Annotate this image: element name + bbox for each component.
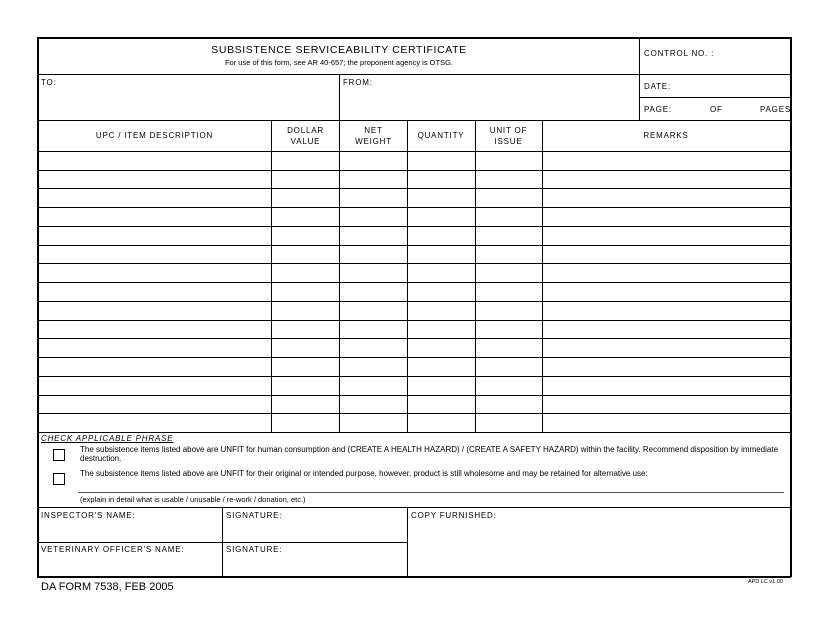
of-label: OF: [710, 105, 723, 114]
explain-field[interactable]: [78, 478, 784, 492]
cell-dollar-value[interactable]: [272, 321, 339, 339]
pages-label: PAGES: [760, 105, 791, 114]
cell-quantity[interactable]: [408, 189, 475, 207]
explain-underline: [78, 492, 784, 493]
col-header-unit-2: ISSUE: [494, 137, 523, 146]
page-label: PAGE:: [644, 105, 672, 114]
to-field[interactable]: [38, 88, 339, 120]
cell-upc[interactable]: [38, 152, 271, 170]
cell-net-weight[interactable]: [340, 246, 407, 264]
cell-upc[interactable]: [38, 246, 271, 264]
cell-net-weight[interactable]: [340, 358, 407, 376]
copy-furnished-label: COPY FURNISHED:: [411, 511, 497, 520]
cell-unit-of-issue[interactable]: [476, 283, 542, 301]
cell-net-weight[interactable]: [340, 264, 407, 282]
form-subtitle: For use of this form, see AR 40-657; the proponent agency is OTSG.: [224, 58, 454, 67]
cell-quantity[interactable]: [408, 208, 475, 226]
cell-net-weight[interactable]: [340, 152, 407, 170]
col-header-upc: UPC / ITEM DESCRIPTION: [95, 131, 214, 140]
col-header-net-2: WEIGHT: [355, 137, 392, 146]
date-field[interactable]: [670, 76, 789, 96]
cell-net-weight[interactable]: [340, 396, 407, 414]
col-header-quantity: QUANTITY: [417, 131, 465, 140]
signature2-label: SIGNATURE:: [226, 545, 283, 554]
cell-net-weight[interactable]: [340, 227, 407, 245]
cell-remarks[interactable]: [543, 208, 790, 226]
cell-remarks[interactable]: [543, 283, 790, 301]
cell-net-weight[interactable]: [340, 283, 407, 301]
cell-quantity[interactable]: [408, 283, 475, 301]
cell-unit-of-issue[interactable]: [476, 302, 542, 320]
cell-remarks[interactable]: [543, 339, 790, 357]
cell-unit-of-issue[interactable]: [476, 264, 542, 282]
control-no-field[interactable]: [640, 60, 789, 73]
cell-unit-of-issue[interactable]: [476, 414, 542, 432]
cell-dollar-value[interactable]: [272, 246, 339, 264]
frame-right: [790, 37, 792, 577]
cell-quantity[interactable]: [408, 339, 475, 357]
cell-upc[interactable]: [38, 339, 271, 357]
cell-remarks[interactable]: [543, 246, 790, 264]
col-header-net-1: NET: [364, 126, 383, 135]
cell-unit-of-issue[interactable]: [476, 358, 542, 376]
signature2-field[interactable]: [223, 555, 407, 575]
option1-checkbox[interactable]: [53, 449, 65, 461]
cell-dollar-value[interactable]: [272, 358, 339, 376]
frame-top: [37, 37, 791, 39]
vet-officer-label: VETERINARY OFFICER'S NAME:: [41, 545, 185, 554]
from-field[interactable]: [340, 88, 639, 120]
cell-quantity[interactable]: [408, 396, 475, 414]
option1-text: The subsistence items listed above are UNFIT for human consumption and (CREATE A HEALTH HAZARD) / (CREATE A SAFETY HAZARD) within the facility. Recommend disposition by immediate destruction.: [80, 445, 779, 463]
form-title: SUBSISTENCE SERVICEABILITY CERTIFICATE: [211, 44, 467, 56]
cell-quantity[interactable]: [408, 358, 475, 376]
cell-dollar-value[interactable]: [272, 377, 339, 395]
option2-text: The subsistence items listed above are UNFIT for their original or intended purpose, however, product is still wholesome and may be retained for alternative use:: [80, 469, 648, 478]
phrase-heading: CHECK APPLICABLE PHRASE: [41, 434, 174, 443]
cell-upc[interactable]: [38, 358, 271, 376]
cell-unit-of-issue[interactable]: [476, 396, 542, 414]
cell-remarks[interactable]: [543, 358, 790, 376]
cell-upc[interactable]: [38, 208, 271, 226]
cell-dollar-value[interactable]: [272, 283, 339, 301]
cell-dollar-value[interactable]: [272, 189, 339, 207]
cell-dollar-value[interactable]: [272, 396, 339, 414]
cell-net-weight[interactable]: [340, 208, 407, 226]
cell-remarks[interactable]: [543, 152, 790, 170]
cell-upc[interactable]: [38, 377, 271, 395]
cell-remarks[interactable]: [543, 227, 790, 245]
inspector-label: INSPECTOR'S NAME:: [41, 511, 136, 520]
cell-upc[interactable]: [38, 283, 271, 301]
cell-upc[interactable]: [38, 264, 271, 282]
cell-net-weight[interactable]: [340, 189, 407, 207]
cell-remarks[interactable]: [543, 321, 790, 339]
vet-officer-field[interactable]: [38, 555, 222, 575]
cell-net-weight[interactable]: [340, 377, 407, 395]
cell-dollar-value[interactable]: [272, 264, 339, 282]
cell-net-weight[interactable]: [340, 321, 407, 339]
cell-quantity[interactable]: [408, 152, 475, 170]
cell-quantity[interactable]: [408, 414, 475, 432]
cell-remarks[interactable]: [543, 264, 790, 282]
to-label: TO:: [41, 78, 57, 87]
date-page-line: [640, 97, 790, 98]
cell-unit-of-issue[interactable]: [476, 339, 542, 357]
cell-upc[interactable]: [38, 302, 271, 320]
cell-dollar-value[interactable]: [272, 171, 339, 189]
cell-upc[interactable]: [38, 227, 271, 245]
cell-unit-of-issue[interactable]: [476, 208, 542, 226]
cell-quantity[interactable]: [408, 264, 475, 282]
cell-remarks[interactable]: [543, 189, 790, 207]
table-top-line: [38, 120, 790, 121]
col-header-remarks: REMARKS: [643, 131, 689, 140]
signature1-label: SIGNATURE:: [226, 511, 283, 520]
table-bottom-line: [38, 432, 790, 433]
cell-upc[interactable]: [38, 321, 271, 339]
from-label: FROM:: [343, 78, 373, 87]
cell-unit-of-issue[interactable]: [476, 152, 542, 170]
control-no-label: CONTROL NO. :: [644, 49, 715, 58]
cell-net-weight[interactable]: [340, 302, 407, 320]
cell-dollar-value[interactable]: [272, 152, 339, 170]
copy-furnished-field[interactable]: [408, 521, 790, 575]
cell-unit-of-issue[interactable]: [476, 246, 542, 264]
cell-dollar-value[interactable]: [272, 227, 339, 245]
header-line: [38, 74, 790, 75]
cell-upc[interactable]: [38, 171, 271, 189]
col-header-unit-1: UNIT OF: [489, 126, 528, 135]
cell-unit-of-issue[interactable]: [476, 227, 542, 245]
cell-remarks[interactable]: [543, 302, 790, 320]
cell-unit-of-issue[interactable]: [476, 377, 542, 395]
cell-net-weight[interactable]: [340, 171, 407, 189]
cell-upc[interactable]: [38, 189, 271, 207]
cell-quantity[interactable]: [408, 227, 475, 245]
cell-unit-of-issue[interactable]: [476, 171, 542, 189]
cell-quantity[interactable]: [408, 246, 475, 264]
signature1-field[interactable]: [223, 521, 407, 541]
cell-dollar-value[interactable]: [272, 339, 339, 357]
cell-upc[interactable]: [38, 396, 271, 414]
cell-quantity[interactable]: [408, 321, 475, 339]
cell-unit-of-issue[interactable]: [476, 189, 542, 207]
col-header-dollar-1: DOLLAR: [287, 126, 324, 135]
cell-upc[interactable]: [38, 414, 271, 432]
signature-top-line: [38, 507, 790, 508]
date-label: DATE:: [644, 82, 671, 91]
cell-dollar-value[interactable]: [272, 208, 339, 226]
cell-remarks[interactable]: [543, 377, 790, 395]
explain-hint: (explain in detail what is usable / unusable / re-work / donation, etc.): [80, 495, 306, 504]
cell-quantity[interactable]: [408, 171, 475, 189]
inspector-field[interactable]: [38, 521, 222, 541]
cell-quantity[interactable]: [408, 377, 475, 395]
cell-dollar-value[interactable]: [272, 414, 339, 432]
cell-remarks[interactable]: [543, 414, 790, 432]
frame-bottom: [37, 576, 791, 578]
cell-remarks[interactable]: [543, 171, 790, 189]
cell-dollar-value[interactable]: [272, 302, 339, 320]
cell-remarks[interactable]: [543, 396, 790, 414]
cell-quantity[interactable]: [408, 302, 475, 320]
option2-checkbox[interactable]: [53, 473, 65, 485]
cell-net-weight[interactable]: [340, 339, 407, 357]
form-id: DA FORM 7538, FEB 2005: [41, 581, 174, 593]
cell-net-weight[interactable]: [340, 414, 407, 432]
cell-unit-of-issue[interactable]: [476, 321, 542, 339]
col-header-dollar-2: VALUE: [290, 137, 321, 146]
version-label: APD LC v1.00: [748, 579, 783, 585]
sig-mid-line: [38, 542, 407, 543]
